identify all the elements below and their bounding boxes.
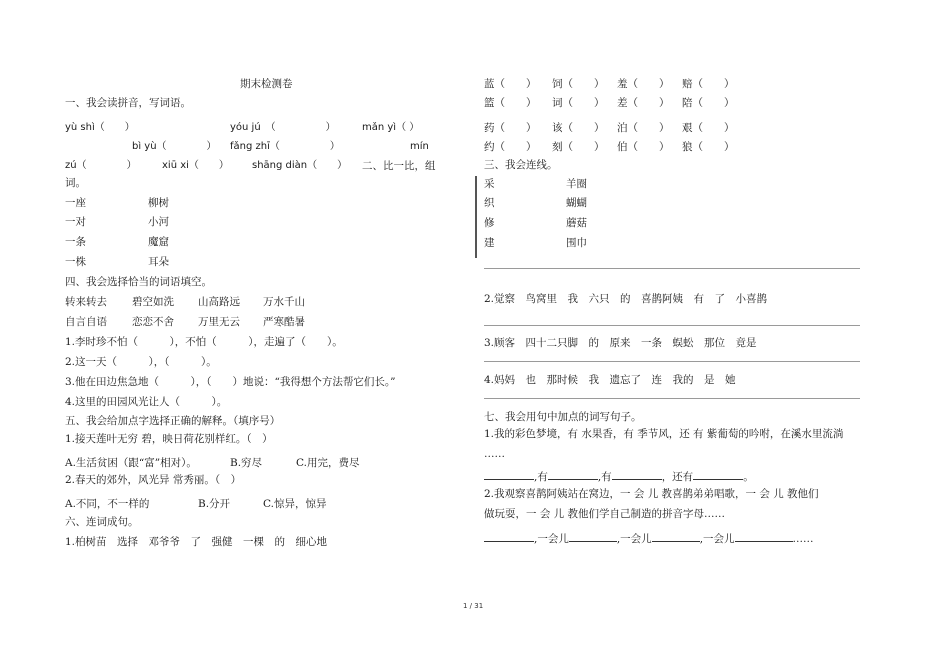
pinyin-item: mín xyxy=(410,141,429,152)
match-right: 蘑菇 xyxy=(566,217,587,229)
char-item: 差（ ） xyxy=(617,97,670,109)
blank-line[interactable] xyxy=(735,531,793,542)
pinyin-item: fǎng zhī（ ） xyxy=(230,141,340,152)
meaning-option: C.用完，费尽 xyxy=(296,457,360,469)
fill-question: 2.这一天（ ），（ ）。 xyxy=(65,356,217,368)
fill-text: ,有 xyxy=(597,471,612,483)
fill-text: ,一会儿 xyxy=(534,533,569,545)
fill-question: 1.李时珍不怕（ ），不怕（ ），走遍了（ ）。 xyxy=(65,336,343,348)
char-item: 约（ ） xyxy=(484,141,537,153)
meaning-option: B.分开 xyxy=(198,498,231,510)
fill-sentence xyxy=(484,469,754,484)
char-item: 狼（ ） xyxy=(682,141,735,153)
char-item: 篮（ ） xyxy=(484,97,537,109)
blank-line[interactable] xyxy=(548,469,598,480)
char-item: 伯（ ） xyxy=(617,141,670,153)
meaning-question: 1.接天莲叶无穷 碧，映日荷花别样红。（ ） xyxy=(65,433,273,445)
sentence-question: 3.顾客 四十二只脚 的 原来 一条 蜈蚣 那位 竟是 xyxy=(484,337,757,349)
fill-sentence xyxy=(484,531,814,546)
blank-line[interactable] xyxy=(569,531,617,542)
pair-left: 一对 xyxy=(65,216,86,228)
char-item: 羞（ ） xyxy=(617,78,670,90)
pinyin-item: yù shì（ ） xyxy=(65,122,135,133)
match-right: 围巾 xyxy=(566,237,587,249)
pair-left: 一座 xyxy=(65,197,86,209)
pair-right: 魔窟 xyxy=(148,236,169,248)
blank-line[interactable] xyxy=(693,469,743,480)
section-3-heading: 三、我会连线。 xyxy=(484,159,558,171)
word-choice: 山高路远 xyxy=(198,296,240,308)
meaning-option: A.生活贫困（跟“富”相对）。 xyxy=(65,457,197,469)
pinyin-item: shāng diàn（ ） xyxy=(252,160,348,171)
match-right: 羊圈 xyxy=(566,178,587,190)
fill-question: 4.这里的田园风光让人（ ）。 xyxy=(65,396,228,408)
pair-left: 一条 xyxy=(65,236,86,248)
pair-right: 小河 xyxy=(148,216,169,228)
section-5-heading: 五、我会给加点字选择正确的解释。（填序号） xyxy=(65,415,281,427)
char-item: 刻（ ） xyxy=(552,141,605,153)
section-2-heading-cont: 词。 xyxy=(65,177,86,189)
word-choice: 自言自语 xyxy=(65,316,107,328)
char-item: 陪（ ） xyxy=(682,97,735,109)
meaning-question: 2.春天的郊外，风光异 常秀丽。（ ） xyxy=(65,474,242,486)
section-1-heading: 一、我会读拼音，写词语。 xyxy=(65,97,191,109)
meaning-option: A.不同，不一样的 xyxy=(65,498,150,510)
match-left: 织 xyxy=(484,197,495,209)
fill-text: ,一会儿 xyxy=(699,533,735,545)
pinyin-item: bì yù（ ） xyxy=(132,141,217,152)
pinyin-item: yóu jú （ ） xyxy=(230,122,336,133)
section-7-heading: 七、我会用句中加点的词写句子。 xyxy=(484,411,642,423)
word-choice: 严寒酷暑 xyxy=(263,316,305,328)
section-4-heading: 四、我会选择恰当的词语填空。 xyxy=(65,276,212,288)
char-item: 药（ ） xyxy=(484,122,537,134)
pair-right: 柳树 xyxy=(148,197,169,209)
char-item: 蓝（ ） xyxy=(484,78,537,90)
answer-line xyxy=(484,325,860,326)
section-6-heading: 六、连词成句。 xyxy=(65,516,139,528)
page-title: 期末检测卷 xyxy=(240,78,293,90)
char-item: 赔（ ） xyxy=(682,78,735,90)
word-choice: 转来转去 xyxy=(65,296,107,308)
word-choice: 恋恋不舍 xyxy=(132,316,174,328)
pinyin-item: zú（ ） xyxy=(65,160,137,171)
fill-question: 3.他在田边焦急地（ ），（ ）地说：“我得想个方法帮它们长。” xyxy=(65,376,396,388)
margin-rule xyxy=(475,176,477,258)
blank-line[interactable] xyxy=(484,531,534,542)
match-left: 修 xyxy=(484,217,495,229)
char-item: 艰（ ） xyxy=(682,122,735,134)
sentence-prompt: 1.我的彩色梦境，有 水果香，有 季节风，还 有 紫葡萄的吟咐，在溪水里流淌 xyxy=(484,428,844,440)
fill-text: ,有 xyxy=(534,471,548,483)
match-right: 蝴蝴 xyxy=(566,197,587,209)
sentence-question: 1.柏树苗 选择 邓爷爷 了 强健 一棵 的 细心地 xyxy=(65,536,328,548)
fill-text: …… xyxy=(792,533,814,545)
char-item: 词（ ） xyxy=(552,97,605,109)
word-choice: 碧空如洗 xyxy=(132,296,174,308)
match-left: 采 xyxy=(484,178,495,190)
fill-text: ,一会儿 xyxy=(616,533,652,545)
section-2-heading: 二、比一比，组 xyxy=(362,160,436,172)
char-item: 泊（ ） xyxy=(617,122,670,134)
page-number: 1 / 31 xyxy=(463,602,484,610)
char-item: 饲（ ） xyxy=(552,78,605,90)
fill-text: 。 xyxy=(743,471,754,483)
sentence-question: 4.妈妈 也 那时候 我 遗忘了 连 我的 是 她 xyxy=(484,374,736,386)
meaning-option: B.穷尽 xyxy=(230,457,263,469)
sentence-prompt-cont: 做玩耍，一 会 儿 教他们学自己制造的拼音字母…… xyxy=(484,508,726,520)
pair-right: 耳朵 xyxy=(148,256,169,268)
fill-text: ，还有 xyxy=(661,471,694,483)
answer-line xyxy=(484,398,860,399)
blank-line[interactable] xyxy=(612,469,662,480)
word-choice: 万水千山 xyxy=(263,296,305,308)
char-item: 该（ ） xyxy=(552,122,605,134)
pinyin-item: xiū xi（ ） xyxy=(162,160,229,171)
blank-line[interactable] xyxy=(484,469,534,480)
blank-line[interactable] xyxy=(652,531,700,542)
sentence-question: 2.觉察 鸟窝里 我 六只 的 喜鹊阿姨 有 了 小喜鹊 xyxy=(484,293,768,305)
pair-left: 一株 xyxy=(65,256,86,268)
answer-line xyxy=(484,268,860,269)
meaning-option: C.惊异，惊异 xyxy=(263,498,327,510)
sentence-prompt-cont: …… xyxy=(484,448,505,460)
answer-line xyxy=(484,361,860,362)
pinyin-item: mǎn yì（ ） xyxy=(362,122,420,133)
word-choice: 万里无云 xyxy=(198,316,240,328)
sentence-prompt: 2.我观察喜鹊阿姨站在窝边，一 会 儿 教喜鹊弟弟唱歌，一 会 儿 教他们 xyxy=(484,488,819,500)
match-left: 建 xyxy=(484,237,495,249)
